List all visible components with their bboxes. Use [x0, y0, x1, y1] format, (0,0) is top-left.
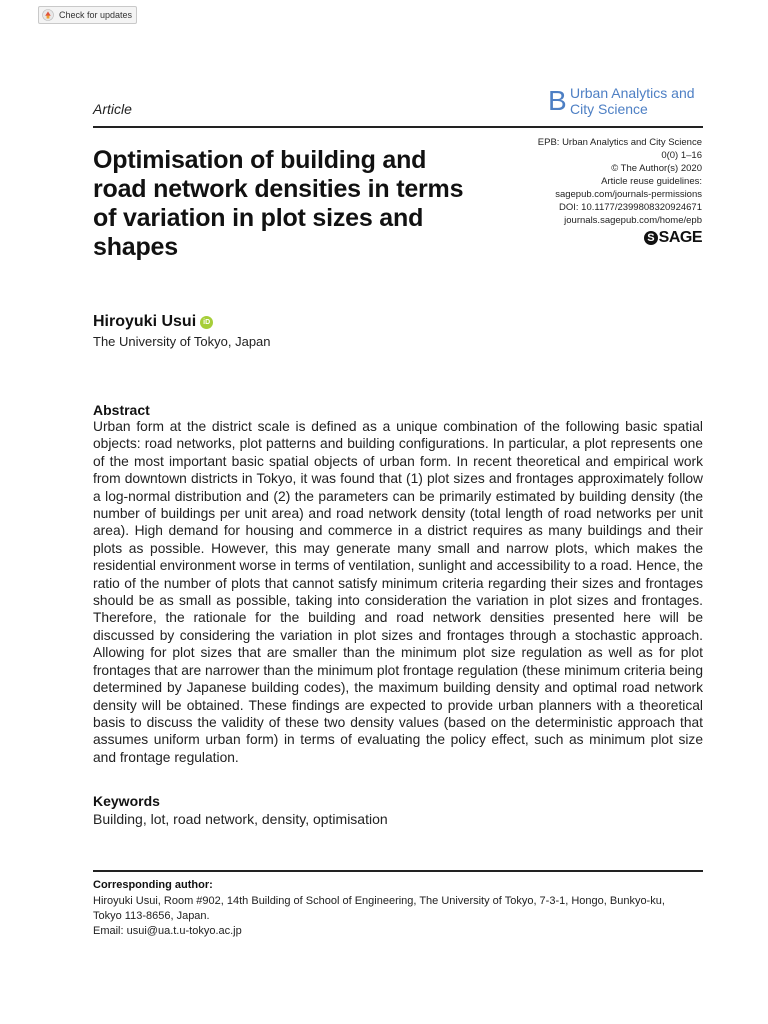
sage-logo-text: SAGE — [658, 229, 702, 246]
meta-journal: EPB: Urban Analytics and City Science — [537, 137, 702, 148]
meta-copyright: © The Author(s) 2020 — [611, 163, 702, 174]
meta-issue: 0(0) 1–16 — [661, 150, 702, 161]
orcid-icon[interactable]: iD — [200, 316, 213, 329]
journal-logo-name: Urban Analytics and City Science — [570, 85, 695, 117]
article-title: Optimisation of building and road network densities in terms of variation in plot sizes and shapes — [93, 146, 464, 261]
sage-logo — [644, 229, 702, 247]
author-name: Hiroyuki Usui — [93, 313, 197, 330]
corresponding-email[interactable]: Email: usui@ua.t.u-tokyo.ac.jp — [93, 925, 242, 937]
abstract-heading: Abstract — [93, 402, 150, 418]
sage-logo-icon: S — [644, 231, 658, 245]
corresponding-heading: Corresponding author: — [93, 879, 213, 891]
article-meta — [472, 136, 702, 227]
journal-logo[interactable] — [548, 85, 708, 121]
header-divider — [93, 126, 703, 128]
journal-logo-letter: B — [548, 85, 567, 116]
keywords-heading: Keywords — [93, 793, 160, 809]
meta-reuse-label: Article reuse guidelines: — [601, 176, 702, 187]
check-for-updates-button[interactable] — [38, 6, 137, 24]
abstract-text: Urban form at the district scale is defined as a unique combination of the following basic spatial objects: road networks, plot patterns and building configurations. In particular, a plot represents one of the most important basic spatial objects of urban form. In recent theoretical and empirical work from downtown districts in Tokyo, it was found that (1) plot sizes and frontages approximately follow a log-normal distribution and (2) the parameters can be primarily estimated by building density (the number of buildings per unit area) and road network density (total length of road networks per unit area). High demand for housing and commerce in a district requires as many buildings and their plots as possible. However, this may generate many small and narrow plots, which makes the residential environment worse in terms of ventilation, sunlight and accessibility to a road. Hence, the ratio of the number of plots that cannot satisfy minimum criteria regarding their sizes and frontages should be as small as possible, taking into consideration the variation in plot sizes and frontages. Therefore, the rationale for the building and road network densities presented here will be discussed by considering the variation in plot sizes and frontages through a stochastic approach. Allowing for plot sizes that are smaller than the minimum plot size regulation as well as for plot frontages that are narrower than the minimum plot frontage regulation (these minimum criteria being determined by Japanese building codes), the maximum building density and optimal road network density will be obtained. These findings are expected to provide urban planners with a theoretical basis to discuss the validity of these two density values (based on the deterministic approach that assumes uniform urban form) in terms of evaluating the policy effect, such as minimum plot size and frontage regulation. — [93, 419, 703, 765]
author-name-line — [93, 313, 213, 331]
corresponding-address-line2: Tokyo 113-8656, Japan. — [93, 910, 210, 922]
meta-reuse-link[interactable]: sagepub.com/journals-permissions — [555, 189, 702, 200]
corresponding-details — [93, 894, 703, 939]
meta-doi[interactable]: DOI: 10.1177/2399808320924671 — [559, 202, 702, 213]
corresponding-address-line1: Hiroyuki Usui, Room #902, 14th Building of School of Engineering, The University of Tokyo, 7-3-1, Hongo, Bunkyo-ku, — [93, 895, 665, 907]
meta-home-link[interactable]: journals.sagepub.com/home/epb — [564, 215, 702, 226]
article-type: Article — [93, 101, 132, 117]
keywords-text: Building, lot, road network, density, optimisation — [93, 811, 388, 827]
author-affiliation: The University of Tokyo, Japan — [93, 334, 271, 349]
check-updates-icon — [42, 9, 54, 21]
check-for-updates-label: Check for updates — [59, 10, 133, 20]
footer-divider — [93, 870, 703, 872]
